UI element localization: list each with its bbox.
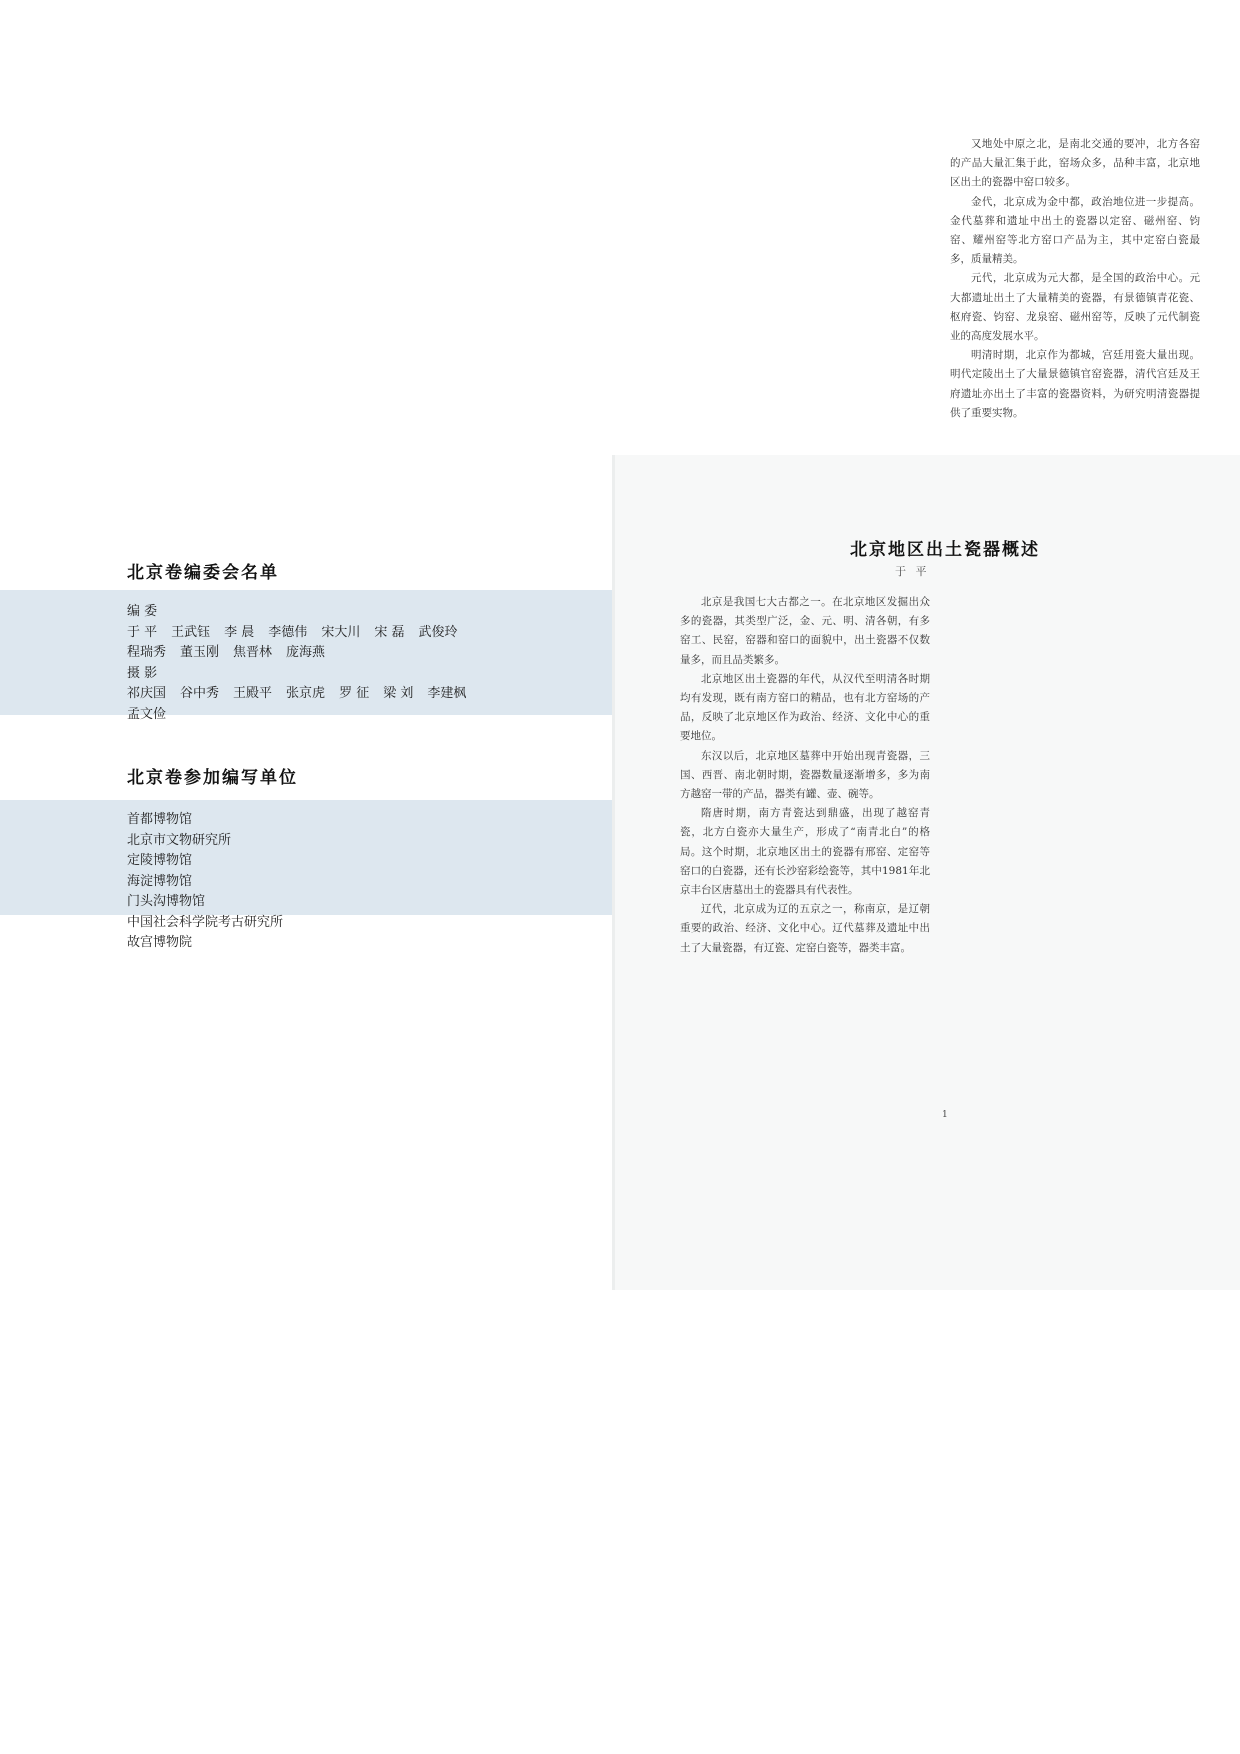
photographer-name: 李建枫 xyxy=(427,686,467,701)
units-title: 北京卷参加编写单位 xyxy=(127,768,298,788)
photographer-name: 罗 征 xyxy=(339,686,370,701)
left-page xyxy=(0,455,615,1290)
right-page xyxy=(615,138,1240,1290)
paragraph: 隋唐时期，南方青瓷达到鼎盛，出现了越窑青瓷，北方白瓷亦大量生产，形成了“南青北白”的格局。这个时期，北京地区出土的瓷器有邢窑、定窑等窑口的白瓷器，还有长沙窑彩绘瓷等，其中1981年北京丰台区唐墓出土的瓷器具有代表性。 xyxy=(680,807,930,897)
units-list xyxy=(127,810,283,954)
paragraph: 北京地区出土瓷器的年代，从汉代至明清各时期均有发现，既有南方窑口的精品，也有北方窑场的产品，反映了北京地区作为政治、经济、文化中心的重要地位。 xyxy=(680,672,930,743)
photographer-name: 谷中秀 xyxy=(180,686,220,701)
editors-label: 编 委 xyxy=(127,604,158,619)
editor-name: 李 晨 xyxy=(224,624,255,640)
paragraph: 辽代，北京成为辽的五京之一，称南京，是辽朝重要的政治、经济、文化中心。辽代墓葬及遗址中出土了大量瓷器，有辽瓷、定窑白瓷等，器类丰富。 xyxy=(680,903,930,954)
unit-item: 海淀博物馆 xyxy=(127,873,193,889)
editor-name: 程瑞秀 xyxy=(127,645,167,660)
editor-name: 宋 磊 xyxy=(374,624,405,640)
photographer-name: 王殿平 xyxy=(233,686,273,701)
unit-item: 中国社会科学院考古研究所 xyxy=(127,914,284,930)
photo-label: 摄 影 xyxy=(127,665,158,681)
editor-name: 于 平 xyxy=(127,624,158,640)
photographer-name: 孟文俭 xyxy=(127,706,167,722)
photographer-name: 张京虎 xyxy=(286,686,326,701)
editor-name: 焦晋林 xyxy=(233,645,273,660)
paragraph: 明清时期，北京作为都城，宫廷用瓷大量出现。明代定陵出土了大量景德镇官窑瓷器，清代宫廷及王府遗址亦出土了丰富的瓷器资料，为研究明清瓷器提供了重要实物。 xyxy=(950,349,1200,419)
editor-name: 董玉刚 xyxy=(180,645,220,660)
committee-list xyxy=(127,602,487,725)
article-author: 于 平 xyxy=(895,565,930,578)
unit-item: 故宫博物院 xyxy=(127,935,193,950)
paragraph: 东汉以后，北京地区墓葬中开始出现青瓷器，三国、西晋、南北朝时期，瓷器数量逐渐增多，多为南方越窑一带的产品，器类有罐、壶、碗等。 xyxy=(680,749,930,801)
editor-name: 王武钰 xyxy=(171,624,211,640)
paragraph: 北京是我国七大古都之一。在北京地区发掘出众多的瓷器，其类型广泛，金、元、明、清各朝，有多窑工、民窑，窑器和窑口的面貌中，出土瓷器不仅数量多，而且品类繁多。 xyxy=(680,596,930,666)
unit-item: 门头沟博物馆 xyxy=(127,894,206,909)
unit-item: 首都博物馆 xyxy=(127,812,193,827)
photographer-name: 梁 刘 xyxy=(383,686,414,701)
article-column-left xyxy=(680,593,930,958)
paragraph: 元代，北京成为元大都，是全国的政治中心。元大都遗址出土了大量精美的瓷器，有景德镇青花瓷、枢府瓷、钧窑、龙泉窑、磁州窑等，反映了元代制瓷业的高度发展水平。 xyxy=(950,272,1200,343)
page-number: 1 xyxy=(942,1110,948,1120)
committee-title: 北京卷编委会名单 xyxy=(127,563,279,583)
units-band xyxy=(0,800,615,915)
paragraph: 又地处中原之北，是南北交通的要冲，北方各窑的产品大量汇集于此，窑场众多，品种丰富，北京地区出土的瓷器中窑口较多。 xyxy=(950,138,1200,189)
editor-name: 武俊玲 xyxy=(418,624,458,640)
paragraph: 金代，北京成为金中都，政治地位进一步提高。金代墓葬和遗址中出土的瓷器以定窑、磁州窑、钧窑、耀州窑等北方窑口产品为主，其中定窑白瓷最多，质量精美。 xyxy=(950,195,1200,266)
article-column-right xyxy=(950,135,1200,423)
editor-name: 庞海燕 xyxy=(286,645,326,660)
unit-item: 北京市文物研究所 xyxy=(127,832,232,848)
article-title: 北京地区出土瓷器概述 xyxy=(850,540,1040,560)
book-spread xyxy=(0,138,1240,1290)
unit-item: 定陵博物馆 xyxy=(127,853,193,868)
editor-name: 宋大川 xyxy=(321,624,361,640)
photographer-name: 祁庆国 xyxy=(127,686,167,701)
editor-name: 李德伟 xyxy=(268,624,308,640)
